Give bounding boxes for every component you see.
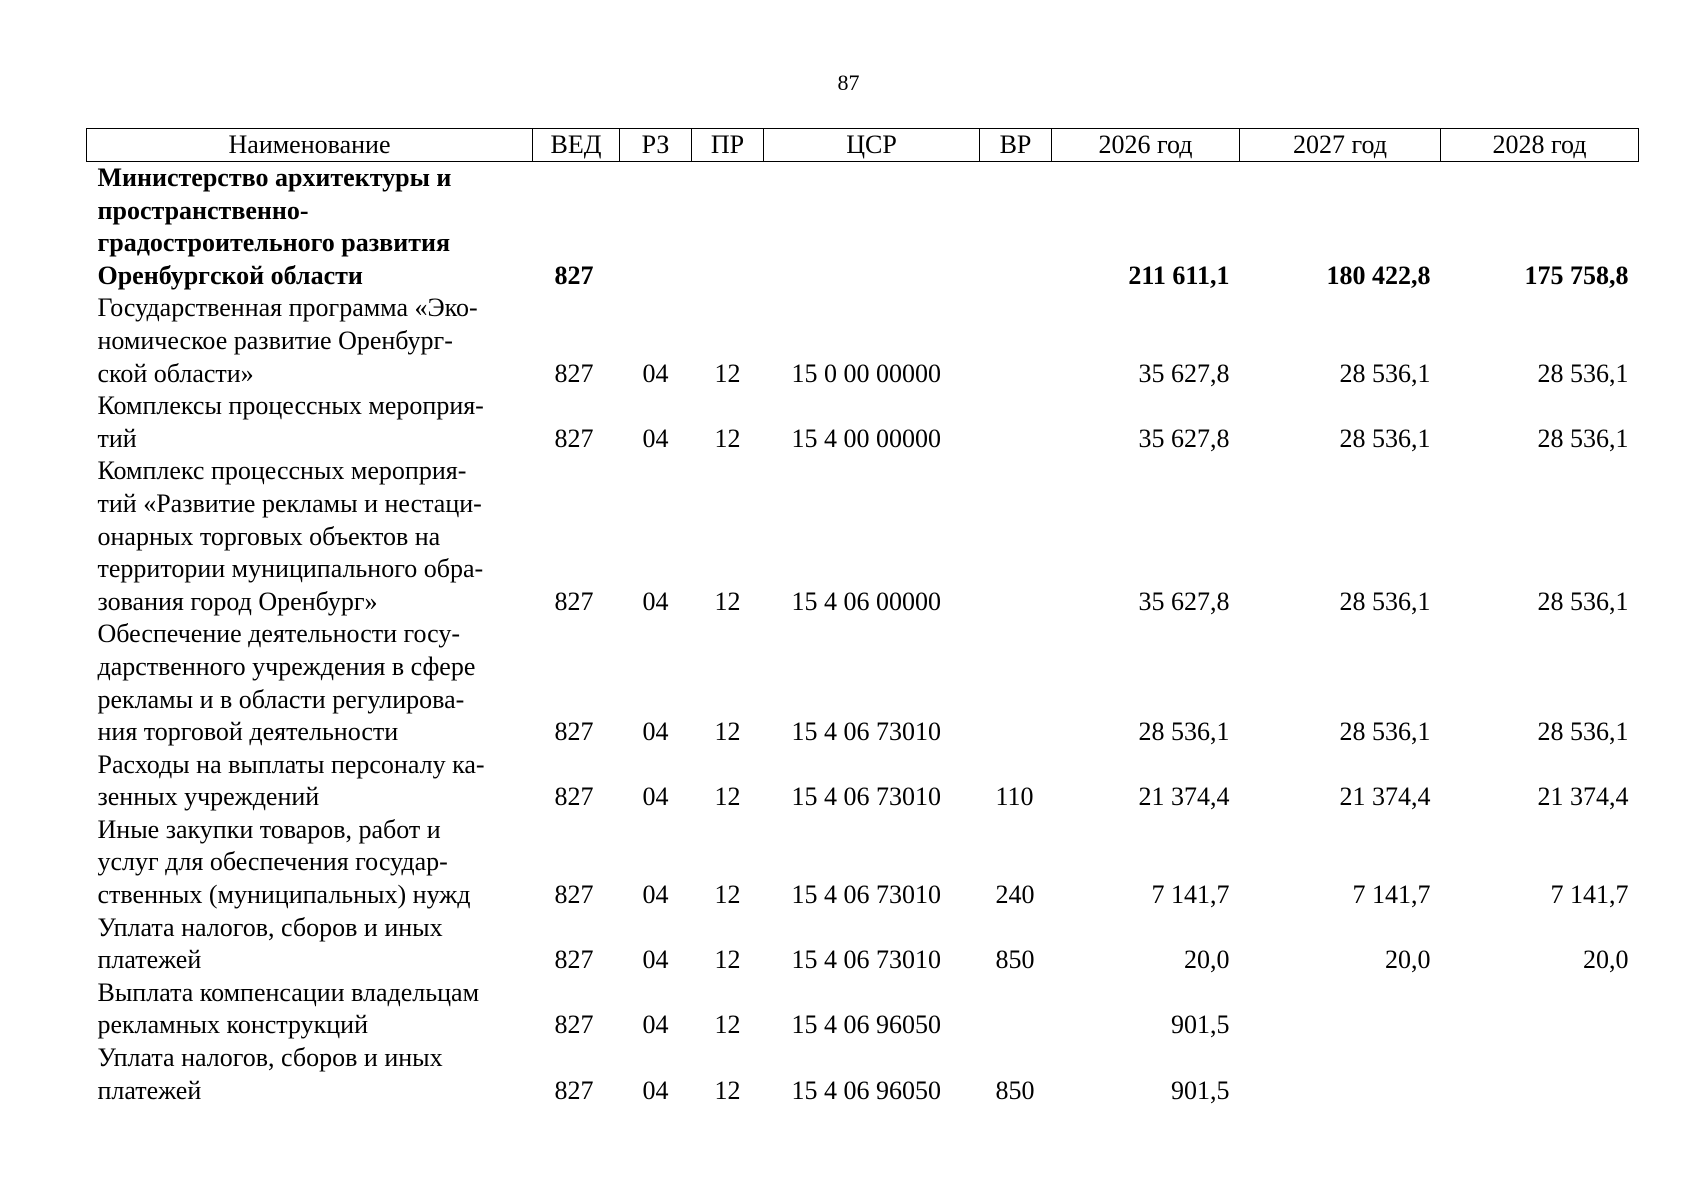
row-name-line: Оренбургской области [97,260,363,290]
row-name-line: Иные закупки товаров, работ и [97,814,441,844]
row-name-cell [87,977,533,1042]
row-name-line: Выплата компенсации владельцам [97,977,480,1007]
cell-pr: 12 [714,1010,741,1040]
header-rz: РЗ [620,129,692,162]
cell-rz [620,162,692,293]
cell-y2026: 20,0 [1184,945,1230,975]
row-name-cell [87,162,533,293]
cell-y2028 [1441,977,1639,1042]
table-row [87,912,1639,977]
row-name-line: территории муниципального обра- [97,554,484,584]
cell-rz: 04 [642,358,669,388]
cell-ved: 827 [554,260,594,290]
row-name-line: рекламы и в области регулирова- [97,684,465,714]
cell-pr: 12 [714,358,741,388]
cell-y2027 [1240,977,1441,1042]
cell-y2028 [1441,1042,1639,1107]
row-name-line: платежей [97,945,202,975]
cell-vr [980,292,1052,390]
cell-ved: 827 [554,358,594,388]
cell-y2028: 20,0 [1583,945,1629,975]
cell-y2027: 28 536,1 [1339,358,1431,388]
cell-ved: 827 [554,586,594,616]
row-name-cell [87,292,533,390]
cell-y2028: 28 536,1 [1537,358,1629,388]
cell-vr [980,455,1052,618]
cell-y2026: 35 627,8 [1138,358,1230,388]
header-2027: 2027 год [1240,129,1441,162]
cell-ved: 827 [554,945,594,975]
cell-ved: 827 [554,423,594,453]
cell-vr: 850 [995,945,1035,975]
cell-csr: 15 4 00 00000 [791,423,941,453]
header-2026: 2026 год [1052,129,1240,162]
header-2028: 2028 год [1441,129,1639,162]
cell-y2026: 901,5 [1171,1010,1230,1040]
table-row [87,292,1639,390]
cell-pr: 12 [714,945,741,975]
cell-y2027: 28 536,1 [1339,586,1431,616]
cell-y2026: 901,5 [1171,1075,1230,1105]
row-name-line: Комплекс процессных мероприя- [97,456,467,486]
row-name-line: ской области» [97,358,254,388]
cell-y2026: 28 536,1 [1138,717,1230,747]
cell-y2028: 7 141,7 [1550,880,1629,910]
cell-pr: 12 [714,880,741,910]
header-csr: ЦСР [764,129,980,162]
cell-y2027: 21 374,4 [1339,782,1431,812]
cell-ved: 827 [554,880,594,910]
row-name-line: платежей [97,1075,202,1105]
row-name-cell [87,912,533,977]
cell-vr [980,390,1052,455]
cell-rz: 04 [642,717,669,747]
row-name-line: ния торговой деятельности [97,717,399,747]
budget-table [86,128,1639,1107]
table-row [87,977,1639,1042]
table-row [87,390,1639,455]
row-name-line: зенных учреждений [97,782,320,812]
cell-vr [980,618,1052,748]
cell-y2026: 35 627,8 [1138,586,1230,616]
cell-rz: 04 [642,945,669,975]
row-name-line: Уплата налогов, сборов и иных [97,1043,443,1073]
cell-pr [692,162,764,293]
cell-y2026: 211 611,1 [1128,260,1230,290]
row-name-line: ственных (муниципальных) нужд [97,880,471,910]
cell-csr: 15 4 06 96050 [791,1010,941,1040]
cell-pr: 12 [714,423,741,453]
header-name: Наименование [87,129,533,162]
row-name-line: зования город Оренбург» [97,586,378,616]
row-name-line: дарственного учреждения в сфере [97,651,476,681]
cell-csr [764,162,980,293]
cell-vr [980,162,1052,293]
cell-csr: 15 4 06 73010 [791,880,941,910]
row-name-cell [87,455,533,618]
cell-vr: 110 [995,782,1034,812]
cell-vr: 850 [995,1075,1035,1105]
row-name-line: услуг для обеспечения государ- [97,847,448,877]
cell-rz: 04 [642,1075,669,1105]
cell-csr: 15 0 00 00000 [791,358,941,388]
header-pr: ПР [692,129,764,162]
row-name-line: Министерство архитектуры и [97,163,452,192]
cell-y2028: 28 536,1 [1537,717,1629,747]
cell-csr: 15 4 06 73010 [791,782,941,812]
cell-pr: 12 [714,586,741,616]
cell-csr: 15 4 06 73010 [791,945,941,975]
cell-pr: 12 [714,1075,741,1105]
page-number: 87 [837,70,860,95]
cell-csr: 15 4 06 73010 [791,717,941,747]
cell-rz: 04 [642,586,669,616]
cell-ved: 827 [554,717,594,747]
row-name-cell [87,1042,533,1107]
cell-rz: 04 [642,1010,669,1040]
header-ved: ВЕД [533,129,620,162]
cell-y2026: 7 141,7 [1151,880,1230,910]
table-row [87,162,1639,293]
row-name-line: онарных торговых объектов на [97,521,441,551]
cell-ved: 827 [554,782,594,812]
row-name-cell [87,814,533,912]
table-row [87,749,1639,814]
row-name-cell [87,390,533,455]
cell-pr: 12 [714,782,741,812]
cell-y2027: 28 536,1 [1339,423,1431,453]
row-name-line: Уплата налогов, сборов и иных [97,912,443,942]
cell-ved: 827 [554,1075,594,1105]
cell-csr: 15 4 06 96050 [791,1075,941,1105]
row-name-line: Обеспечение деятельности госу- [97,619,461,649]
row-name-line: тий [97,423,137,453]
cell-y2027: 28 536,1 [1339,717,1431,747]
cell-ved: 827 [554,1010,594,1040]
cell-y2027: 180 422,8 [1326,260,1431,290]
row-name-line: Государственная программа «Эко- [97,293,478,323]
cell-y2028: 175 758,8 [1524,260,1629,290]
row-name-line: тий «Развитие рекламы и нестаци- [97,488,482,518]
cell-y2028: 21 374,4 [1537,782,1629,812]
row-name-line: номическое развитие Оренбург- [97,325,453,355]
row-name-line: градостроительного развития [97,228,451,258]
row-name-cell [87,618,533,748]
cell-rz: 04 [642,423,669,453]
row-name-line: пространственно- [97,195,309,225]
row-name-line: Комплексы процессных мероприя- [97,391,484,421]
cell-rz: 04 [642,880,669,910]
row-name-line: рекламных конструкций [97,1010,368,1040]
cell-y2027: 20,0 [1385,945,1431,975]
cell-y2026: 35 627,8 [1138,423,1230,453]
cell-y2028: 28 536,1 [1537,423,1629,453]
row-name-line: Расходы на выплаты персоналу ка- [97,749,485,779]
cell-vr [980,977,1052,1042]
table-row [87,455,1639,618]
table-body [87,162,1639,1108]
cell-y2028: 28 536,1 [1537,586,1629,616]
table-header-row [87,129,1639,162]
cell-vr: 240 [995,880,1035,910]
header-vr: ВР [980,129,1052,162]
table-row [87,814,1639,912]
table-row [87,1042,1639,1107]
cell-y2026: 21 374,4 [1138,782,1230,812]
cell-pr: 12 [714,717,741,747]
table-row [87,618,1639,748]
cell-rz: 04 [642,782,669,812]
cell-y2027: 7 141,7 [1352,880,1431,910]
cell-csr: 15 4 06 00000 [791,586,941,616]
cell-y2027 [1240,1042,1441,1107]
row-name-cell [87,749,533,814]
